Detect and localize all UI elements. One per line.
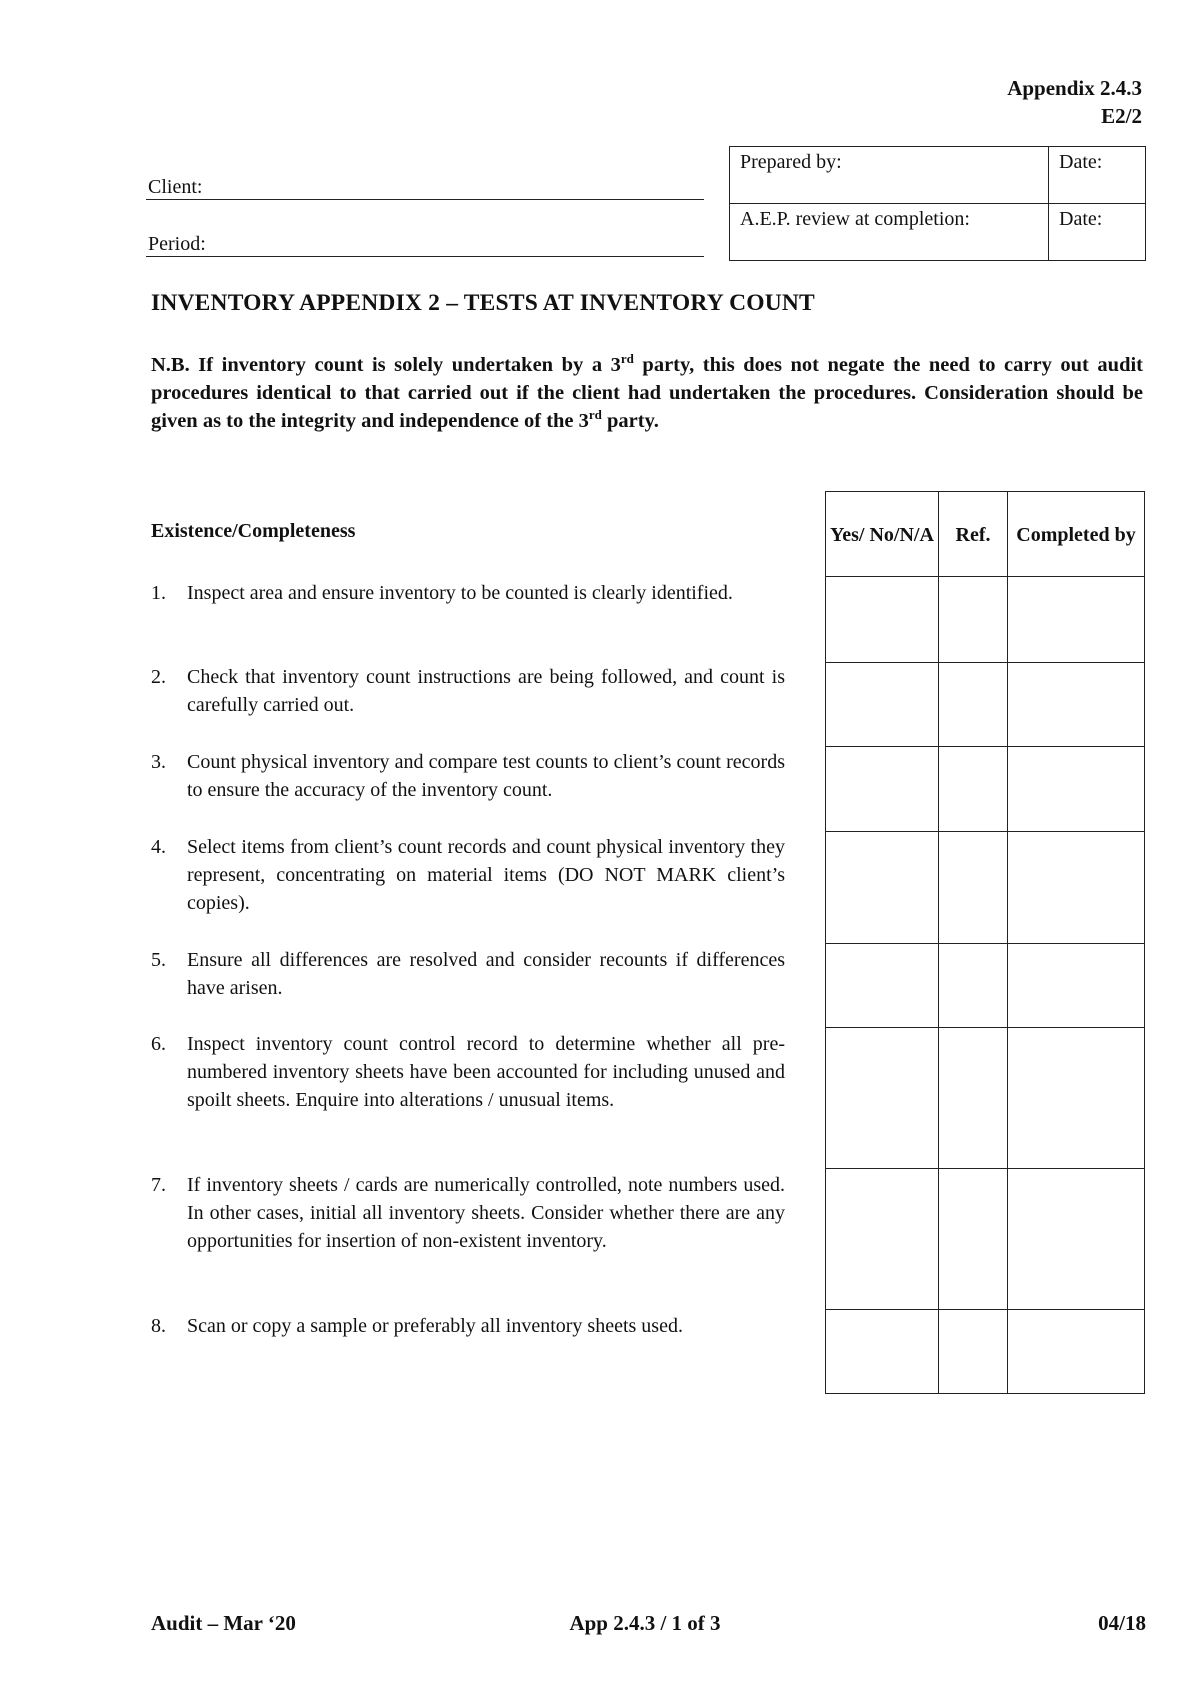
response-cell-completed-by[interactable] (1008, 663, 1145, 747)
prepared-by-label: Prepared by: (740, 151, 842, 173)
procedure-item (151, 1312, 785, 1340)
aep-review-label: A.E.P. review at completion: (740, 208, 970, 230)
response-cell-ref[interactable] (939, 944, 1008, 1028)
yes-no-label: Yes/ No/N/A (830, 524, 934, 546)
item-number: 8. (151, 1315, 166, 1337)
review-date-label: Date: (1059, 208, 1103, 230)
prepared-date-label: Date: (1059, 151, 1103, 173)
response-cell-completed-by[interactable] (1008, 1310, 1145, 1394)
response-grid (825, 491, 1145, 1394)
procedure-item (151, 1030, 785, 1114)
procedure-item (151, 1171, 785, 1255)
prepared-by-cell[interactable] (730, 147, 1049, 204)
response-cell-completed-by[interactable] (1008, 944, 1145, 1028)
item-number: 1. (151, 582, 166, 604)
column-header-ref (939, 492, 1008, 577)
review-date-cell[interactable] (1049, 204, 1146, 261)
response-cell-ref[interactable] (939, 1169, 1008, 1310)
item-text: Inspect area and ensure inventory to be counted is clearly identified. (187, 582, 733, 604)
item-text: Ensure all differences are resolved and consider recounts if differences have arisen. (187, 949, 785, 999)
response-cell-yes-no[interactable] (826, 944, 939, 1028)
response-cell-ref[interactable] (939, 832, 1008, 944)
document-reference (1007, 74, 1142, 130)
response-cell-ref[interactable] (939, 663, 1008, 747)
item-text: Inspect inventory count control record to determine whether all pre-numbered inventory sheets have been accounted for including unused and spoilt sheets. Enquire into alterations / unusual items. (187, 1033, 785, 1111)
response-cell-completed-by[interactable] (1008, 747, 1145, 832)
item-number: 5. (151, 949, 166, 971)
response-cell-yes-no[interactable] (826, 1310, 939, 1394)
item-number: 6. (151, 1033, 166, 1055)
nb-superscript-1: rd (620, 351, 634, 367)
column-header-completed-by (1008, 492, 1145, 577)
page-reference: E2/2 (1101, 104, 1142, 128)
response-cell-yes-no[interactable] (826, 663, 939, 747)
footer-center (0, 1611, 1200, 1636)
item-text: Count physical inventory and compare test counts to client’s count records to ensure the accuracy of the inventory count. (187, 751, 785, 801)
period-field[interactable] (146, 233, 704, 257)
item-text: Scan or copy a sample or preferably all inventory sheets used. (187, 1315, 683, 1337)
review-signoff-table (729, 146, 1146, 261)
response-cell-yes-no[interactable] (826, 832, 939, 944)
item-text: Check that inventory count instructions are being followed, and count is carefully carried out. (187, 666, 785, 716)
procedure-item (151, 946, 785, 1002)
section-heading: Existence/Completeness (151, 520, 356, 542)
client-field[interactable] (146, 176, 704, 200)
completed-by-label: Completed by (1016, 524, 1136, 546)
item-number: 3. (151, 751, 166, 773)
response-cell-yes-no[interactable] (826, 1169, 939, 1310)
nb-text-2: party, this does not negate the need to carry out audit procedures identical to that carried out if the client had undertaken the procedures. Consideration should be given as to the integrity and independence of the 3 (151, 354, 1143, 432)
nb-note (151, 351, 1143, 435)
footer-left: Audit – Mar ‘20 (151, 1611, 296, 1635)
item-number: 4. (151, 836, 166, 858)
procedure-item (151, 663, 785, 719)
response-cell-completed-by[interactable] (1008, 1028, 1145, 1169)
response-cell-ref[interactable] (939, 1310, 1008, 1394)
period-label: Period: (148, 233, 206, 255)
page-title: INVENTORY APPENDIX 2 – TESTS AT INVENTORY COUNT (151, 290, 815, 316)
item-number: 2. (151, 666, 166, 688)
appendix-number: Appendix 2.4.3 (1007, 76, 1142, 100)
item-text: Select items from client’s count records and count physical inventory they represent, concentrating on material items (DO NOT MARK client’s copies). (187, 836, 785, 914)
procedure-item (151, 748, 785, 804)
response-cell-yes-no[interactable] (826, 747, 939, 832)
nb-text-3: party. (601, 410, 659, 432)
response-cell-completed-by[interactable] (1008, 577, 1145, 663)
procedure-item (151, 579, 785, 607)
nb-superscript-2: rd (588, 407, 602, 423)
item-number: 7. (151, 1174, 166, 1196)
response-cell-completed-by[interactable] (1008, 1169, 1145, 1310)
prepared-date-cell[interactable] (1049, 147, 1146, 204)
footer-page-number: App 2.4.3 / 1 of 3 (569, 1611, 721, 1635)
response-cell-ref[interactable] (939, 747, 1008, 832)
response-cell-ref[interactable] (939, 1028, 1008, 1169)
aep-review-cell[interactable] (730, 204, 1049, 261)
response-cell-ref[interactable] (939, 577, 1008, 663)
response-cell-completed-by[interactable] (1008, 832, 1145, 944)
response-cell-yes-no[interactable] (826, 1028, 939, 1169)
response-cell-yes-no[interactable] (826, 577, 939, 663)
nb-text-1: N.B. If inventory count is solely undertaken by a 3 (151, 354, 621, 376)
client-label: Client: (148, 176, 203, 198)
column-header-yes-no (826, 492, 939, 577)
footer-right: 04/18 (1098, 1611, 1146, 1635)
item-text: If inventory sheets / cards are numerically controlled, note numbers used. In other cases, initial all inventory sheets. Consider whether there are any opportunities for insertion of non-existent inventory. (187, 1174, 785, 1252)
procedure-item (151, 833, 785, 917)
ref-label: Ref. (955, 524, 991, 546)
